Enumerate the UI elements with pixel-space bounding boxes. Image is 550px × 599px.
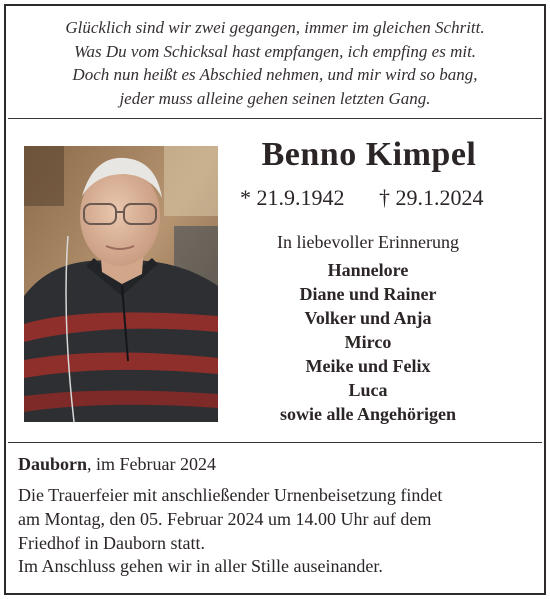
memory-line: In liebevoller Erinnerung: [277, 232, 459, 252]
month-date: , im Februar 2024: [87, 454, 217, 474]
mourners-list: [240, 258, 496, 426]
mourner: sowie alle Angehörigen: [280, 404, 456, 424]
service-info: [18, 484, 538, 579]
poem-line: jeder muss alleine gehen seinen letzten Gang.: [119, 88, 431, 108]
memorial-poem: [8, 16, 542, 110]
mourner: Volker und Anja: [304, 308, 432, 328]
place-date-line: [18, 454, 216, 475]
poem-line: Was Du vom Schicksal hast empfangen, ich empfing es mit.: [73, 41, 477, 61]
deceased-name: Benno Kimpel: [261, 136, 477, 173]
mourner: Mirco: [344, 332, 392, 352]
life-dates: [240, 185, 500, 211]
mourner: Diane und Rainer: [299, 284, 437, 304]
service-line: Die Trauerfeier mit anschließender Urnenbeisetzung findet: [18, 485, 443, 505]
poem-line: Doch nun heißt es Abschied nehmen, und mir wird so bang,: [72, 65, 478, 84]
town-name: Dauborn: [18, 454, 88, 474]
mourner: Luca: [348, 380, 388, 400]
birth-date: * 21.9.1942: [240, 185, 345, 210]
poem-line: Glücklich sind wir zwei gegangen, immer im gleichen Schritt.: [65, 18, 485, 37]
mourner: Hannelore: [327, 260, 409, 280]
service-line: Im Anschluss gehen wir in aller Stille auseinander.: [18, 556, 383, 577]
service-line: am Montag, den 05. Februar 2024 um 14.00 Uhr auf dem: [18, 508, 432, 529]
service-line: Friedhof in Dauborn statt.: [18, 532, 205, 553]
mourner: Meike und Felix: [305, 356, 431, 376]
portrait-photo: [24, 146, 218, 422]
divider-middle: [8, 442, 542, 443]
divider-top: [8, 118, 542, 119]
death-date: † 29.1.2024: [379, 185, 484, 210]
